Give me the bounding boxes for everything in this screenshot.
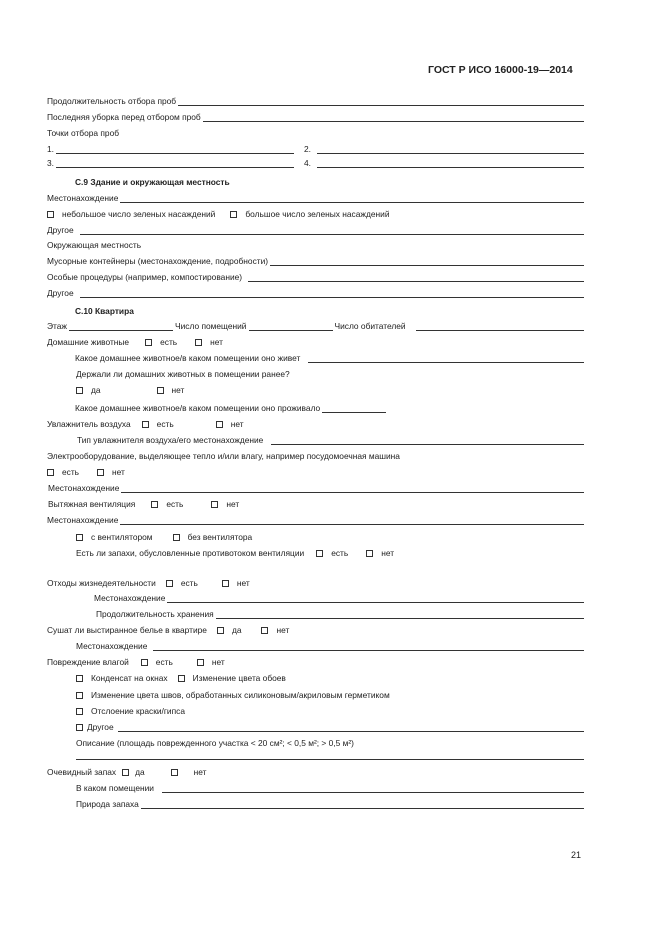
laundry-label: Сушат ли выстиранное белье в квартире: [47, 625, 207, 635]
electro-location-row: [48, 483, 584, 493]
humidifier-no-checkbox[interactable]: [216, 421, 223, 428]
storage-duration-label: Продолжительность хранения: [96, 609, 214, 619]
odor-room-row: [76, 783, 584, 793]
fan-options-row: [76, 532, 252, 542]
backflow-odor-row: [76, 548, 394, 558]
without-fan-checkbox[interactable]: [173, 534, 180, 541]
laundry-no-checkbox[interactable]: [261, 627, 268, 634]
pet-before-yes-label: да: [91, 385, 101, 395]
electro-yes-checkbox[interactable]: [47, 469, 54, 476]
sampling-points-label: Точки отбора проб: [47, 128, 120, 138]
page-number: 21: [571, 850, 582, 860]
backflow-no-label: нет: [381, 548, 395, 558]
sampling-duration-label: Продолжительность отбора проб: [47, 96, 177, 106]
damp-yes-label: есть: [155, 657, 173, 667]
point-4-field[interactable]: [317, 160, 584, 168]
exhaust-location-row: [47, 515, 584, 525]
wallpaper-label: Изменение цвета обоев: [192, 673, 286, 683]
pets-yes-checkbox[interactable]: [145, 339, 152, 346]
condensate-label: Конденсат на окнах: [91, 673, 168, 683]
damp-other-checkbox[interactable]: [76, 724, 83, 731]
sampling-duration-row: [47, 96, 584, 106]
floor-field[interactable]: [69, 323, 173, 331]
apartment-counts-row: [47, 321, 584, 331]
c9-other2-field[interactable]: [80, 290, 584, 298]
document-id: ГОСТ Р ИСО 16000-19—2014: [428, 64, 573, 76]
sampling-points-row-1: [47, 144, 584, 154]
pet-before-no-checkbox[interactable]: [157, 387, 164, 394]
odor-row: [47, 767, 206, 777]
sampling-duration-field[interactable]: [178, 98, 584, 106]
point-3-number: 3.: [47, 158, 54, 168]
waste-location-row: [94, 593, 584, 603]
last-cleaning-row: [47, 112, 584, 122]
humidifier-yes-label: есть: [156, 419, 174, 429]
damp-seams-row: [76, 690, 390, 700]
point-1-field[interactable]: [56, 146, 294, 154]
c9-location-label: Местонахождение: [47, 193, 119, 203]
many-green-label: большое число зеленых насаждений: [245, 209, 390, 219]
garbage-field[interactable]: [270, 258, 584, 266]
waste-yes-checkbox[interactable]: [166, 580, 173, 587]
damp-no-checkbox[interactable]: [197, 659, 204, 666]
odor-no-label: нет: [193, 767, 207, 777]
exhaust-yes-checkbox[interactable]: [151, 501, 158, 508]
storage-duration-row: [96, 609, 584, 619]
pet-which-field[interactable]: [308, 355, 584, 363]
residents-label: Число обитателей: [334, 321, 406, 331]
sampling-points-row-2: [47, 158, 584, 168]
damp-description-field[interactable]: [76, 752, 584, 760]
c9-other-field[interactable]: [80, 227, 584, 235]
humidifier-no-label: нет: [230, 419, 244, 429]
exhaust-row: [48, 499, 239, 509]
special-procedures-row: [47, 272, 584, 282]
pets-label: Домашние животные: [47, 337, 130, 347]
humidifier-label: Увлажнитель воздуха: [47, 419, 131, 429]
odor-yes-checkbox[interactable]: [122, 769, 129, 776]
special-procedures-label: Особые процедуры (например, компостирование): [47, 272, 243, 282]
condensate-checkbox[interactable]: [76, 675, 83, 682]
storage-duration-field[interactable]: [216, 611, 584, 619]
last-cleaning-label: Последняя уборка перед отбором проб: [47, 112, 201, 122]
point-4-number: 4.: [304, 158, 311, 168]
few-green-label: небольшое число зеленых насаждений: [62, 209, 216, 219]
rooms-label: Число помещений: [175, 321, 247, 331]
waste-location-field[interactable]: [167, 595, 584, 603]
wallpaper-checkbox[interactable]: [178, 675, 185, 682]
section-c10-title: С.10 Квартира: [75, 306, 134, 316]
damp-yes-checkbox[interactable]: [141, 659, 148, 666]
waste-no-checkbox[interactable]: [222, 580, 229, 587]
pets-yes-label: есть: [160, 337, 178, 347]
section-c9-title: С.9 Здание и окружающая местность: [75, 177, 230, 187]
laundry-location-label: Местонахождение: [76, 641, 148, 651]
damp-row: [47, 657, 225, 667]
electro-location-label: Местонахождение: [48, 483, 120, 493]
damp-label: Повреждение влагой: [47, 657, 129, 667]
paint-label: Отслоение краски/гипса: [91, 706, 185, 716]
point-2-number: 2.: [304, 144, 311, 154]
odor-label: Очевидный запах: [47, 767, 117, 777]
electro-options-row: [47, 467, 125, 477]
c9-location-row: [47, 193, 584, 203]
humidifier-yes-checkbox[interactable]: [142, 421, 149, 428]
electro-no-label: нет: [112, 467, 125, 477]
damp-description-label: Описание (площадь поврежденного участка < 20 см²; < 0,5 м²; > 0,5 м²): [76, 738, 354, 748]
surroundings-label: Окружающая местность: [47, 240, 142, 250]
laundry-yes-label: да: [231, 625, 242, 635]
electro-no-checkbox[interactable]: [97, 469, 104, 476]
rooms-field[interactable]: [249, 323, 333, 331]
humidifier-type-field[interactable]: [271, 437, 584, 445]
last-cleaning-field[interactable]: [203, 114, 584, 122]
damp-description-row: [76, 752, 584, 760]
c9-other-row: [47, 225, 584, 235]
residents-field[interactable]: [416, 323, 584, 331]
odor-nature-row: [76, 799, 584, 809]
pet-which-before-label: Какое домашнее животное/в каком помещении оно проживало: [75, 403, 321, 413]
laundry-yes-checkbox[interactable]: [217, 627, 224, 634]
damp-condensate-row: [76, 673, 286, 683]
laundry-row: [47, 625, 289, 635]
seams-checkbox[interactable]: [76, 692, 83, 699]
exhaust-no-checkbox[interactable]: [211, 501, 218, 508]
pet-which-row: [75, 353, 584, 363]
electro-yes-label: есть: [62, 467, 80, 477]
odor-yes-label: да: [135, 767, 145, 777]
electro-location-field[interactable]: [121, 485, 584, 493]
laundry-no-label: нет: [276, 625, 290, 635]
point-3-field[interactable]: [56, 160, 294, 168]
damp-other-label: Другое: [87, 722, 114, 732]
few-green-checkbox[interactable]: [47, 211, 54, 218]
paint-checkbox[interactable]: [76, 708, 83, 715]
pet-which-before-row: [75, 403, 388, 413]
backflow-odor-label: Есть ли запахи, обусловленные противотоком вентиляции: [76, 548, 305, 558]
pets-no-label: нет: [210, 337, 223, 347]
point-2-field[interactable]: [317, 146, 584, 154]
waste-row: [47, 578, 250, 588]
exhaust-location-field[interactable]: [120, 517, 584, 525]
damp-paint-row: [76, 706, 185, 716]
c9-other2-label: Другое: [47, 288, 74, 298]
damp-other-row: [76, 722, 584, 732]
electro-label: Электрооборудование, выделяющее тепло и/или влагу, например посудомоечная машина: [47, 451, 400, 461]
exhaust-location-label: Местонахождение: [47, 515, 119, 525]
odor-nature-field[interactable]: [141, 801, 584, 809]
pet-which-label: Какое домашнее животное/в каком помещении оно живет: [75, 353, 301, 363]
odor-room-label: В каком помещении: [76, 783, 154, 793]
waste-location-label: Местонахождение: [94, 593, 166, 603]
garbage-row: [47, 256, 584, 266]
garbage-label: Мусорные контейнеры (местонахождение, подробности): [47, 256, 269, 266]
exhaust-no-label: нет: [226, 499, 240, 509]
with-fan-checkbox[interactable]: [76, 534, 83, 541]
backflow-yes-checkbox[interactable]: [316, 550, 323, 557]
pets-row: [47, 337, 223, 347]
damp-other-field[interactable]: [118, 724, 584, 732]
point-1-number: 1.: [47, 144, 54, 154]
backflow-no-checkbox[interactable]: [366, 550, 373, 557]
pet-before-label: Держали ли домашних животных в помещении ранее?: [76, 369, 290, 379]
seams-label: Изменение цвета швов, обработанных силиконовым/акриловым герметиком: [91, 690, 390, 700]
pets-no-checkbox[interactable]: [195, 339, 202, 346]
humidifier-type-label: Тип увлажнителя воздуха/его местонахождение: [77, 435, 264, 445]
with-fan-label: с вентилятором: [91, 532, 153, 542]
c9-other-label: Другое: [47, 225, 74, 235]
pet-before-no-label: нет: [171, 385, 185, 395]
pet-before-yes-checkbox[interactable]: [76, 387, 83, 394]
laundry-location-row: [76, 641, 584, 651]
exhaust-label: Вытяжная вентиляция: [48, 499, 136, 509]
floor-label: Этаж: [47, 321, 68, 331]
waste-yes-label: есть: [180, 578, 198, 588]
waste-label: Отходы жизнедеятельности: [47, 578, 156, 588]
exhaust-yes-label: есть: [166, 499, 184, 509]
laundry-location-field[interactable]: [153, 643, 584, 651]
without-fan-label: без вентилятора: [187, 532, 253, 542]
damp-no-label: нет: [211, 657, 225, 667]
humidifier-row: [47, 419, 244, 429]
odor-nature-label: Природа запаха: [76, 799, 139, 809]
waste-no-label: нет: [236, 578, 250, 588]
c9-green-options-row: [47, 209, 390, 219]
pet-before-options-row: [76, 385, 184, 395]
pet-which-before-field[interactable]: [322, 405, 386, 413]
c9-location-field[interactable]: [120, 195, 584, 203]
special-procedures-field[interactable]: [248, 274, 584, 282]
odor-no-checkbox[interactable]: [171, 769, 178, 776]
many-green-checkbox[interactable]: [230, 211, 237, 218]
humidifier-type-row: [77, 435, 584, 445]
c9-other2-row: [47, 288, 584, 298]
odor-room-field[interactable]: [162, 785, 584, 793]
backflow-yes-label: есть: [331, 548, 349, 558]
